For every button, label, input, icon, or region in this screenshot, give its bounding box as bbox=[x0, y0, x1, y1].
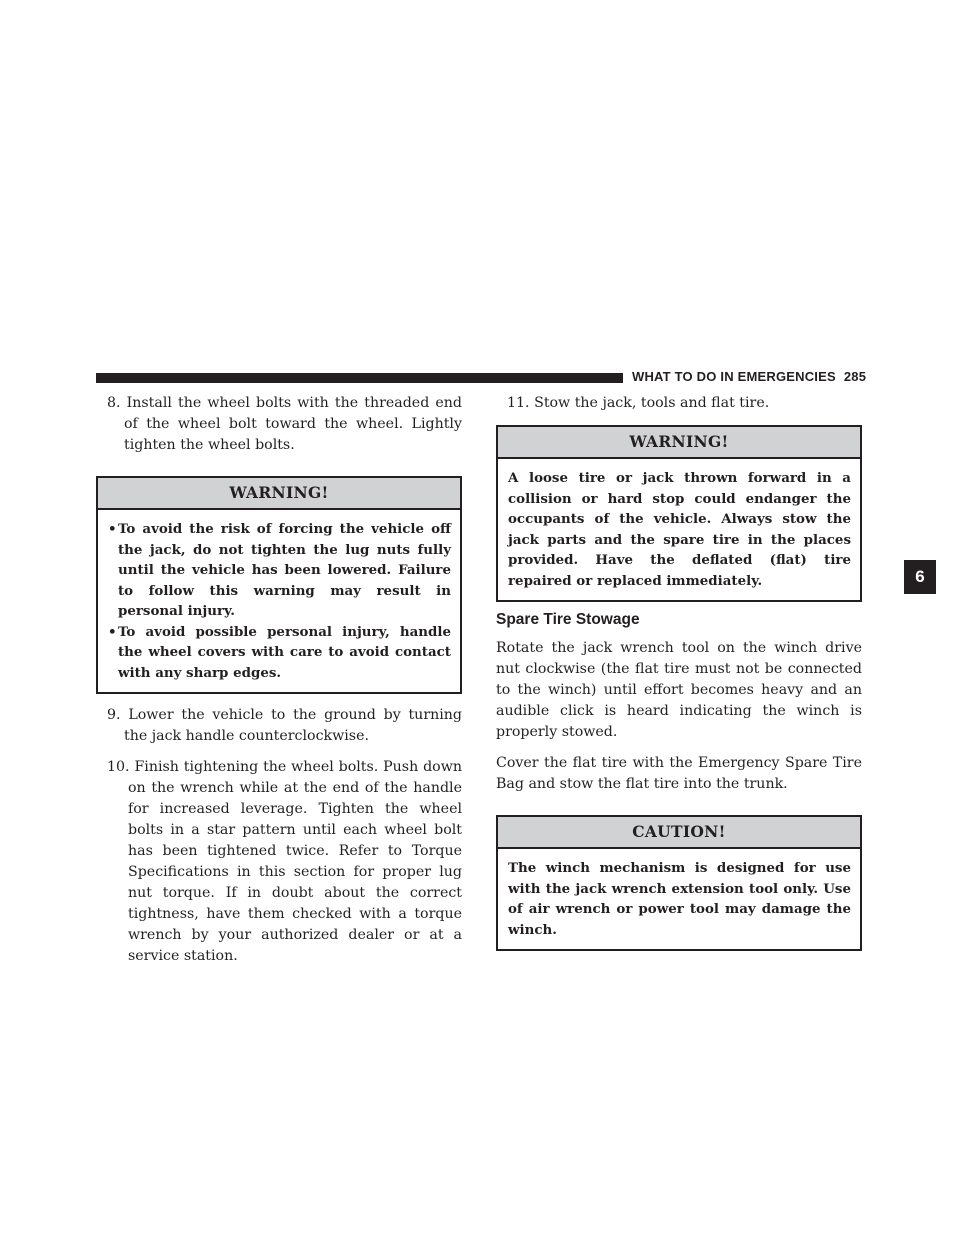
warning-bullet bbox=[108, 519, 451, 622]
warning-bullet-text: To avoid possible personal injury, handle the wheel covers with care to avoid contact with any sharp edges. bbox=[118, 623, 451, 681]
right-column bbox=[496, 393, 862, 951]
section-title: WHAT TO DO IN EMERGENCIES bbox=[632, 369, 836, 384]
step-8-text: Install the wheel bolts with the threaded end of the wheel bolt toward the wheel. Lightly tighten the wheel bolts. bbox=[124, 395, 462, 453]
paragraph-winch: Rotate the jack wrench tool on the winch drive nut clockwise (the flat tire must not be connected to the winch) until effort becomes heavy and an audible click is heard indicating the winch is properly stowed. bbox=[496, 640, 862, 740]
caution-box bbox=[496, 815, 862, 951]
step-9-number: 9. bbox=[107, 707, 121, 723]
step-8 bbox=[96, 393, 462, 456]
section-heading: Spare Tire Stowage bbox=[496, 611, 640, 628]
step-11-number: 11. bbox=[507, 395, 530, 411]
warning-title-1: WARNING! bbox=[98, 478, 460, 510]
running-header bbox=[632, 369, 867, 384]
warning-box-1 bbox=[96, 476, 462, 694]
step-8-number: 8. bbox=[107, 395, 121, 411]
step-10 bbox=[96, 757, 462, 967]
chapter-tab: 6 bbox=[904, 560, 936, 594]
warning-body-2: A loose tire or jack thrown forward in a collision or hard stop could endanger the occupants of the vehicle. Always stow the jack parts and the spare tire in the places provided. Have the deflated (flat) tire repaired or replaced immediately. bbox=[508, 470, 851, 589]
caution-title: CAUTION! bbox=[498, 817, 860, 849]
step-10-text: Finish tightening the wheel bolts. Push down on the wrench while at the end of the handle for increased leverage. Tighten the wheel bolts in a star pattern until each wheel bolt has been tightened twice. Refer to Torque Specifications in this section for proper lug nut torque. If in doubt about the correct tightness, have them checked with a torque wrench by your authorized dealer or at a service station. bbox=[128, 759, 462, 964]
warning-title-2: WARNING! bbox=[498, 427, 860, 459]
warning-body-1 bbox=[98, 510, 460, 692]
page-number: 285 bbox=[843, 369, 867, 384]
step-10-number: 10. bbox=[107, 759, 130, 775]
bullet-icon: • bbox=[108, 521, 117, 537]
left-column bbox=[96, 393, 462, 967]
warning-box-2 bbox=[496, 425, 862, 602]
warning-bullet-text: To avoid the risk of forcing the vehicle off the jack, do not tighten the lug nuts fully until the vehicle has been lowered. Failure to follow this warning may result in personal injury. bbox=[118, 521, 451, 619]
header-rule bbox=[96, 373, 623, 383]
step-9 bbox=[96, 705, 462, 747]
warning-bullet bbox=[108, 622, 451, 684]
caution-body: The winch mechanism is designed for use with the jack wrench extension tool only. Use of air wrench or power tool may damage the winch. bbox=[508, 860, 851, 938]
step-9-text: Lower the vehicle to the ground by turning the jack handle counterclockwise. bbox=[124, 707, 462, 744]
step-11 bbox=[496, 393, 862, 414]
bullet-icon: • bbox=[108, 623, 117, 640]
step-11-text: Stow the jack, tools and flat tire. bbox=[534, 395, 770, 411]
paragraph-cover: Cover the flat tire with the Emergency Spare Tire Bag and stow the flat tire into the trunk. bbox=[496, 755, 862, 792]
